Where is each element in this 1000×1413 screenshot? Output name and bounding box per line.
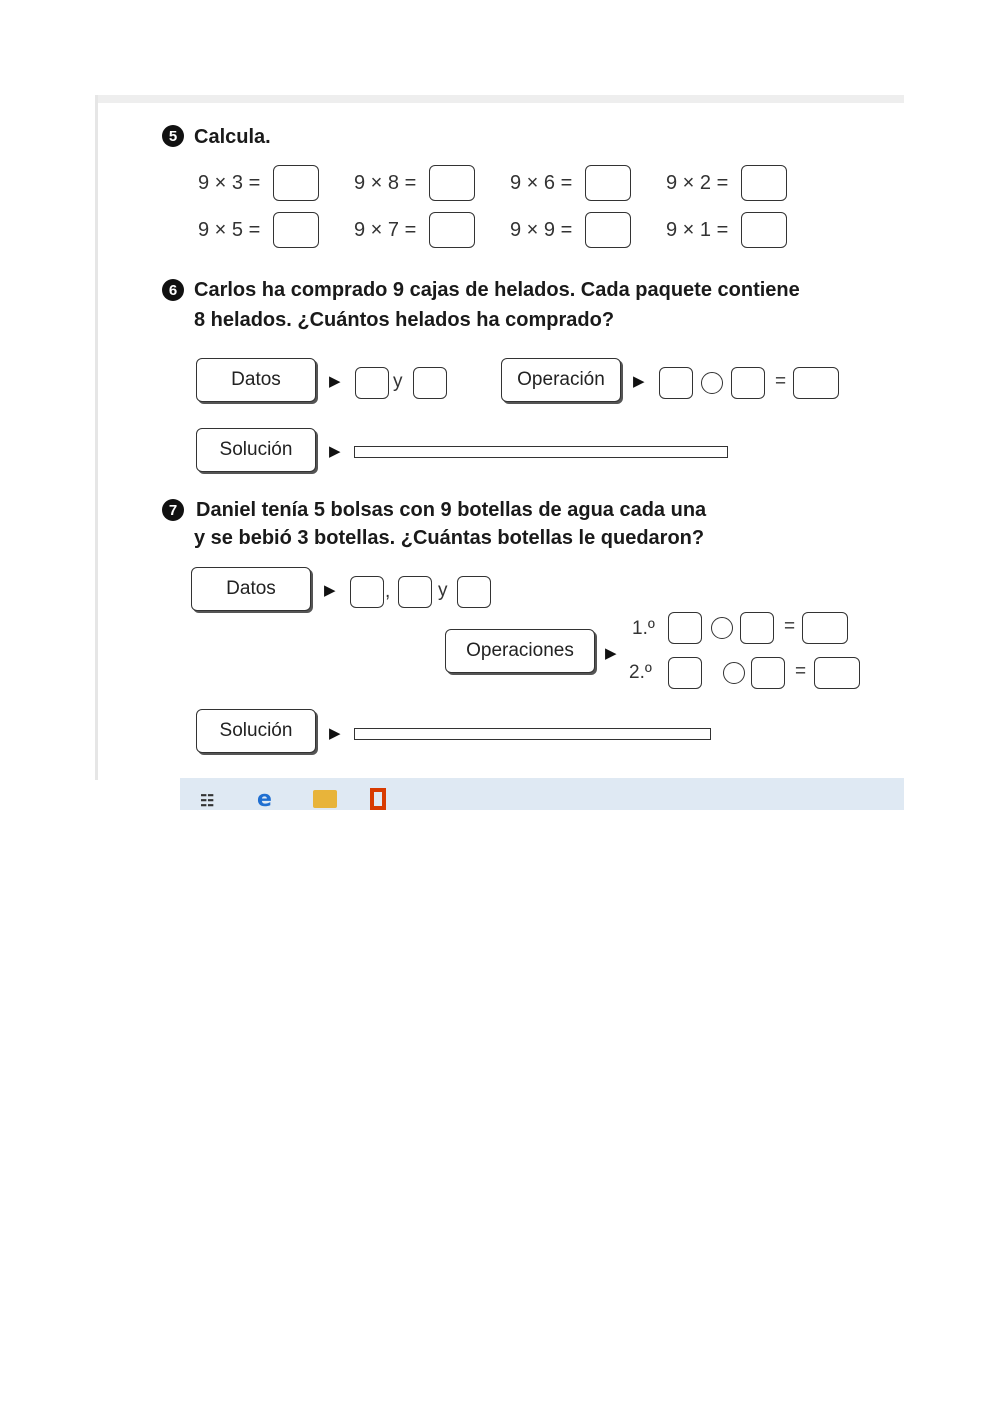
worksheet-screenshot	[95, 95, 904, 810]
datos-label-box	[196, 358, 316, 402]
operacion-label-box	[501, 358, 621, 402]
file-explorer-icon[interactable]	[313, 790, 337, 808]
operacion-result[interactable]	[793, 367, 839, 399]
operation-1-label: 1.º	[632, 618, 655, 639]
datos-box-1[interactable]	[350, 576, 384, 608]
comma-separator: ,	[385, 581, 391, 602]
arrow-icon: ▶	[329, 443, 341, 460]
datos-box-2[interactable]	[413, 367, 447, 399]
operation-1-operand-2[interactable]	[740, 612, 774, 644]
y-connector: y	[393, 371, 403, 392]
exercise-6-line2: 8 helados. ¿Cuántos helados ha comprado?	[194, 309, 615, 331]
operation-2-operand-1[interactable]	[668, 657, 702, 689]
operation-2-operator-circle[interactable]	[723, 662, 745, 684]
operation-2-result[interactable]	[814, 657, 860, 689]
solucion-label-box	[196, 428, 316, 472]
expr-9x5: 9 × 5 =	[198, 219, 261, 241]
exercise-6-number: 6	[162, 279, 184, 301]
top-border	[95, 95, 904, 103]
office-icon[interactable]	[370, 788, 386, 810]
expr-9x1: 9 × 1 =	[666, 219, 729, 241]
arrow-icon: ▶	[324, 582, 336, 599]
operation-2-label: 2.º	[629, 662, 652, 683]
exercise-7-line2: y se bebió 3 botellas. ¿Cuántas botellas le quedaron?	[194, 527, 705, 549]
equals-sign: =	[784, 616, 796, 637]
answer-box-9x5[interactable]	[273, 212, 319, 248]
datos-box-2[interactable]	[398, 576, 432, 608]
solucion-answer-line[interactable]	[354, 446, 728, 458]
left-border	[95, 95, 98, 780]
answer-box-9x3[interactable]	[273, 165, 319, 201]
equals-sign: =	[775, 371, 787, 392]
answer-box-9x1[interactable]	[741, 212, 787, 248]
datos-label-box	[191, 567, 311, 611]
datos-label: Datos	[226, 578, 276, 599]
operaciones-label: Operaciones	[466, 640, 574, 661]
exercise-7-number: 7	[162, 499, 184, 521]
operacion-label: Operación	[517, 369, 605, 390]
exercise-7-line1: Daniel tenía 5 bolsas con 9 botellas de agua cada una	[196, 499, 707, 521]
taskbar	[180, 778, 904, 810]
solucion-label-box	[196, 709, 316, 753]
answer-box-9x2[interactable]	[741, 165, 787, 201]
expr-9x7: 9 × 7 =	[354, 219, 417, 241]
operation-1-operand-1[interactable]	[668, 612, 702, 644]
edge-icon[interactable]: e	[257, 787, 272, 810]
arrow-icon: ▶	[329, 725, 341, 742]
answer-box-9x8[interactable]	[429, 165, 475, 201]
answer-box-9x9[interactable]	[585, 212, 631, 248]
solucion-answer-line[interactable]	[354, 728, 711, 740]
y-connector: y	[438, 580, 448, 601]
solucion-label: Solución	[219, 720, 293, 741]
expr-9x8: 9 × 8 =	[354, 172, 417, 194]
operacion-operand-2[interactable]	[731, 367, 765, 399]
solucion-label: Solución	[219, 439, 293, 460]
equals-sign: =	[795, 661, 807, 682]
datos-box-3[interactable]	[457, 576, 491, 608]
task-view-icon[interactable]: ☷	[200, 793, 215, 810]
arrow-icon: ▶	[605, 645, 617, 662]
expr-9x6: 9 × 6 =	[510, 172, 573, 194]
answer-box-9x7[interactable]	[429, 212, 475, 248]
operation-1-operator-circle[interactable]	[711, 617, 733, 639]
arrow-icon: ▶	[633, 373, 645, 390]
operation-2-operand-2[interactable]	[751, 657, 785, 689]
expr-9x3: 9 × 3 =	[198, 172, 261, 194]
expr-9x2: 9 × 2 =	[666, 172, 729, 194]
exercise-6-line1: Carlos ha comprado 9 cajas de helados. Cada paquete contiene	[194, 279, 800, 301]
answer-box-9x6[interactable]	[585, 165, 631, 201]
exercise-5-number: 5	[162, 125, 184, 147]
arrow-icon: ▶	[329, 373, 341, 390]
exercise-5-title: Calcula.	[194, 126, 271, 148]
operation-1-result[interactable]	[802, 612, 848, 644]
expr-9x9: 9 × 9 =	[510, 219, 573, 241]
datos-label: Datos	[231, 369, 281, 390]
operacion-operand-1[interactable]	[659, 367, 693, 399]
operator-circle[interactable]	[701, 372, 723, 394]
datos-box-1[interactable]	[355, 367, 389, 399]
operaciones-label-box	[445, 629, 595, 673]
